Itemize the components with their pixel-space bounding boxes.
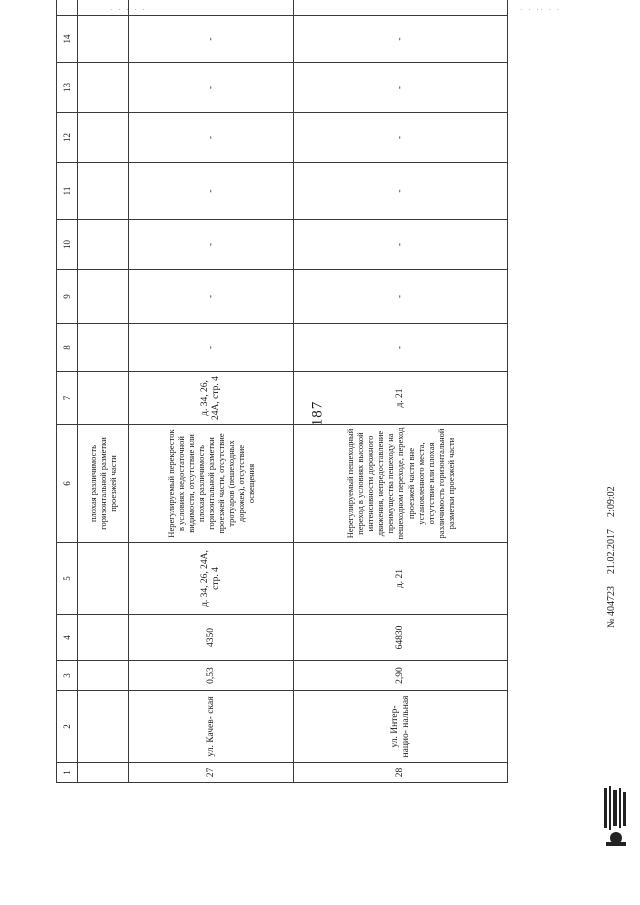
column-number: 5 [57,543,78,615]
column-number: 10 [57,220,78,270]
table-cell [78,270,129,324]
column-number [57,0,78,16]
column-number: 9 [57,270,78,324]
table-cell [78,163,129,220]
mark-cell: - [129,270,294,324]
address-cell: д. 21 [294,543,508,615]
mark-cell: - [129,163,294,220]
table-cell [78,615,129,661]
table-cell [78,113,129,163]
document-number: № 40472З [606,585,617,628]
length-cell: 2,90 [294,661,508,691]
column-number: 1 [57,763,78,783]
street-cell: ул. Интер- нацио- нальная [294,691,508,763]
column-number: 6 [57,425,78,543]
column-number: 2 [57,691,78,763]
scan-artifact: · · · · · [110,6,147,14]
address-cell: д. 34, 26, 24А, стр. 4 [129,372,294,425]
table-row [294,0,508,783]
description-cell: плохая различимость горизонтальной разметки проезжей части [78,425,129,543]
address-cell: д. 21 [294,372,508,425]
table-cell [78,691,129,763]
column-number: 7 [57,372,78,425]
mark-cell: - [294,270,508,324]
mark-cell: - [129,16,294,63]
table-cell [78,220,129,270]
intensity-cell: 64830 [294,615,508,661]
document-date: 21.02.2017 [606,528,617,574]
mark-cell: - [129,63,294,113]
mark-cell: - [294,63,508,113]
mark-cell: - [294,16,508,63]
intensity-cell: 4350 [129,615,294,661]
table-row-continuation [78,0,129,783]
mark-cell: - [129,113,294,163]
address-cell: д. 34, 26, 24А, стр. 4 [129,543,294,615]
column-number: 3 [57,661,78,691]
street-cell: ул. Качев- ская [129,691,294,763]
table-cell [78,661,129,691]
document-stamp [606,486,617,628]
description-cell: Нерегулируемый пешеходный переход в условиях высокой интенсивности дорожного движения, непредоставление преимущества пешеходу на пешеходном переходе, переход проезжей части вне установленного места, отсутствие или плохая различимость горизонтальной разметки проезжей части [294,425,508,543]
length-cell: 0,53 [129,661,294,691]
column-number: 14 [57,16,78,63]
table-cell [78,63,129,113]
column-number: 12 [57,113,78,163]
mark-cell [129,0,294,16]
mark-cell: - [294,220,508,270]
mark-cell: - [294,113,508,163]
table-cell [78,16,129,63]
column-number: 13 [57,63,78,113]
column-number-row [57,0,78,783]
table-cell [78,324,129,372]
scan-artifact: · · ·· · · [520,6,561,14]
column-number: 11 [57,163,78,220]
table-cell [78,543,129,615]
official-emblem-icon [596,780,636,850]
row-number-cell: 27 [129,763,294,783]
table-cell [78,763,129,783]
description-cell: Нерегулируемый перекресток в условиях недостаточной видимости, отсутствие или плохая различимость горизонтальной разметки проезжей части, отсутствие тротуаров (пешеходных дорожек), отсутствие освещения [129,425,294,543]
mark-cell: - [129,220,294,270]
column-number: 4 [57,615,78,661]
table-cell [78,372,129,425]
mark-cell [294,0,508,16]
table-row [129,0,294,783]
mark-cell: - [294,324,508,372]
row-number-cell: 28 [294,763,508,783]
mark-cell: - [294,163,508,220]
column-number: 8 [57,324,78,372]
page-number: 187 [309,400,326,427]
mark-cell: - [129,324,294,372]
accident-data-table [56,0,508,783]
document-time: 2:09:02 [606,486,617,517]
table-cell [78,0,129,16]
